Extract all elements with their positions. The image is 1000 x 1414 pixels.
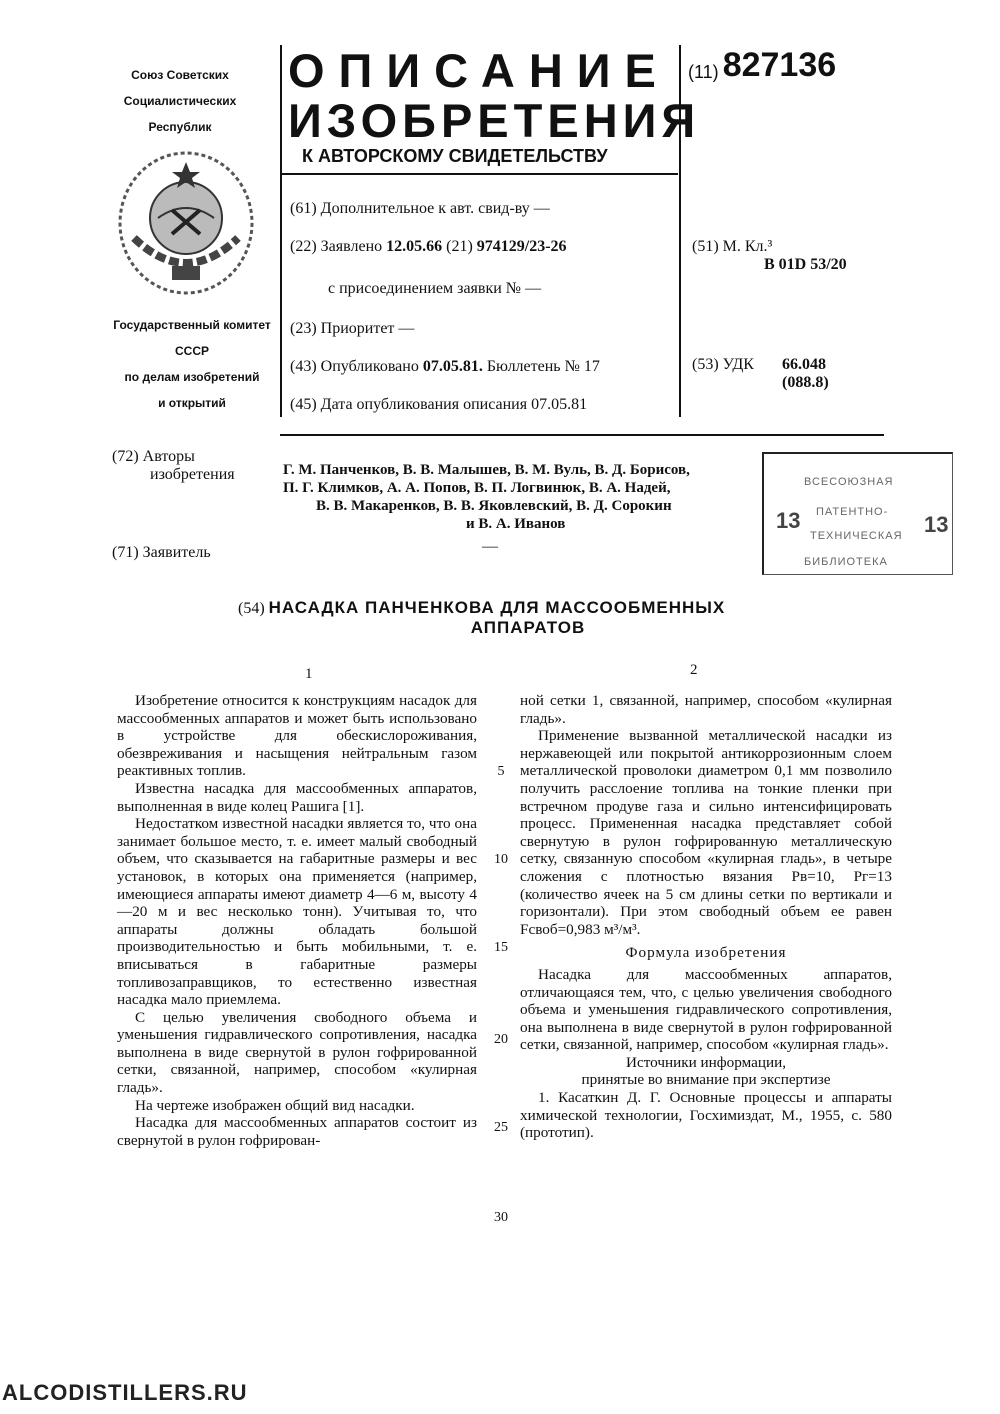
stamp-line-1: ВСЕСОЮЗНАЯ [804,476,894,488]
subtitle-rule [282,173,678,175]
patent-number: 827136 [722,46,837,84]
authors-line-3: В. В. Макаренков, В. В. Яковлевский, В. Д. Сорокин [316,498,672,514]
field-21-value: 974129/23-26 [476,238,567,255]
committee-name [106,312,278,416]
stamp-number-left: 13 [776,508,801,533]
field-22-date: 12.05.66 [386,238,443,255]
field-21-label: (21) [446,238,473,255]
subtitle: К АВТОРСКОМУ СВИДЕТЕЛЬСТВУ [302,146,608,166]
applicant-value: — [482,538,498,555]
authors-line-4: и В. А. Иванов [466,516,566,532]
site-watermark: ALCODISTILLERS.RU [2,1380,248,1405]
library-stamp [762,452,953,575]
sources-heading-2: принятые во внимание при экспертизе [581,1071,831,1089]
country-line-3: Республик [148,120,212,134]
column-number-1: 1 [305,666,313,682]
sources-heading-1: Источники информации, [625,1053,787,1071]
formula-text: Насадка для массообменных аппаратов, отличающаяся тем, что, с целью увеличения свободного объема и уменьшения гидравлического сопротивления, она выполнена в виде свернутой в рулон гофрированной сетки, связанной, например, способом «кулирная гладь». [520,965,892,1054]
line-number-20: 20 [494,1032,508,1047]
field-53-value1: 66.048 [782,356,826,373]
patent-number-block [688,46,836,85]
line-number-5: 5 [497,764,505,779]
field-join: с присоединением заявки № — [328,280,542,297]
source-1: 1. Касаткин Д. Г. Основные процессы и аппараты химической технологии, Госхимиздат, М., 1955, с. 580 (прототип). [520,1089,892,1142]
stamp-line-3: ТЕХНИЧЕСКАЯ [810,530,903,542]
field-43-label: (43) Опубликовано [290,358,419,375]
field-53-label: (53) УДК [692,356,754,373]
col1-paragraph: Изобретение относится к конструкциям насадок для массообменных аппаратов и может быть использовано в устройстве для обескислороживания, обезвреживания и насыщения нейтральным газом реактивных топлив. [117,692,477,780]
country-name [100,62,260,140]
authors-label-2: изобретения [150,466,235,483]
col1-paragraph: Насадка для массообменных аппаратов состоит из свернутой в рулон гофрирован- [117,1114,477,1149]
field-43 [290,358,600,376]
col1-paragraph: Недостатком известной насадки является то, что она занимает большое место, т. е. имеет малый свободный объем, что сказывается на габаритные размеры и вес установок, в которых она применяется (например, имеющиеся аппараты имеют диаметр 4—6 м, высоту 4—20 м и вес несколько тонн). Учитывая то, что аппараты должны обладать большой производительностью и быть мобильными, т. е. вписываться в габаритные размеры топливозаправщиков, то естественно известная насадка мало приемлема. [117,815,477,1009]
field-51-label: (51) М. Кл.³ [692,238,773,255]
line-number-30: 30 [494,1210,508,1225]
left-divider [280,45,282,417]
number-code: (11) [688,61,719,82]
header-bottom-rule [280,434,884,436]
country-line-1: Союз Советских [131,68,229,82]
col1-paragraph: Известна насадка для массообменных аппаратов, выполненная в виде колец Рашига [1]. [117,779,477,815]
line-number-25: 25 [494,1120,508,1135]
field-22-label: (22) Заявлено [290,238,383,255]
field-61: (61) Дополнительное к авт. свид-ву — [290,200,550,217]
authors-label-1: (72) Авторы [112,448,195,465]
field-45: (45) Дата опубликования описания 07.05.81 [290,396,588,413]
field-22-21 [290,238,567,256]
stamp-number-right: 13 [924,512,949,537]
field-53-value2: (088.8) [782,374,829,391]
stamp-line-4: БИБЛИОТЕКА [804,556,888,568]
stamp-line-2: ПАТЕНТНО- [816,506,889,518]
invention-title-code: (54) [238,600,265,617]
authors-line-1: Г. М. Панченков, В. В. Малышев, В. М. Вуль, В. Д. Борисов, [283,462,690,478]
title-izobreteniya: ИЗОБРЕТЕНИЯ [288,94,701,147]
committee-line-1: Государственный комитет [113,318,271,332]
title-opisanie: ОПИСАНИЕ [288,44,670,97]
applicant-label: (71) Заявитель [112,544,211,561]
line-number-15: 15 [494,940,508,955]
col2-paragraph: Применение вызванной металлической насадки из нержавеющей или покрытой антикоррозионным слоем металлической проволоки диаметром 0,1 мм позволило получить расслоение топлива на тонкие пленки при встречном продуве газа и сильно интенсифицировать процесс. Примененная насадка представляет собой свернутую в рулон гофрированную металлическую сетку, связанную способом «кулирная гладь», в четыре сложения с плотностью вязания Pв=10, Pг=13 (количество ячеек на 5 см длины сетки по вертикали и горизонтали). При этом свободный объем ее равен Fсвоб=0,983 м³/м³. [520,727,892,938]
formula-heading: Формула изобретения [625,944,787,962]
column-1-text [117,692,477,1149]
column-2-text [520,692,892,1142]
invention-title-line-2: АППАРАТОВ [470,618,586,637]
committee-line-3: по делам изобретений [124,370,260,384]
field-43-bulletin: Бюллетень № 17 [486,358,600,375]
committee-line-2: СССР [174,344,209,358]
col2-paragraph: ной сетки 1, связанной, например, способом «кулирная гладь». [520,692,892,727]
field-43-date: 07.05.81. [422,358,483,375]
line-number-10: 10 [494,852,508,867]
authors-line-2: П. Г. Климков, А. А. Попов, В. П. Логвинюк, В. А. Надей, [283,480,671,496]
field-23: (23) Приоритет — [290,320,415,337]
column-number-2: 2 [690,662,698,678]
emblem-icon [112,148,260,298]
invention-title-line-1: НАСАДКА ПАНЧЕНКОВА ДЛЯ МАССООБМЕННЫХ [268,598,726,617]
state-emblem [112,148,260,298]
field-51-value: B 01D 53/20 [764,256,847,273]
committee-line-4: и открытий [158,396,226,410]
country-line-2: Социалистических [123,94,237,108]
col1-paragraph: С целью увеличения свободного объема и уменьшения гидравлического сопротивления, насадка выполнена в виде свернутой в рулон гофрированной сетки, связанной, например, способом «кулирная гладь». [117,1008,477,1097]
invention-title [238,598,778,638]
col1-paragraph: На чертеже изображен общий вид насадки. [135,1096,415,1114]
